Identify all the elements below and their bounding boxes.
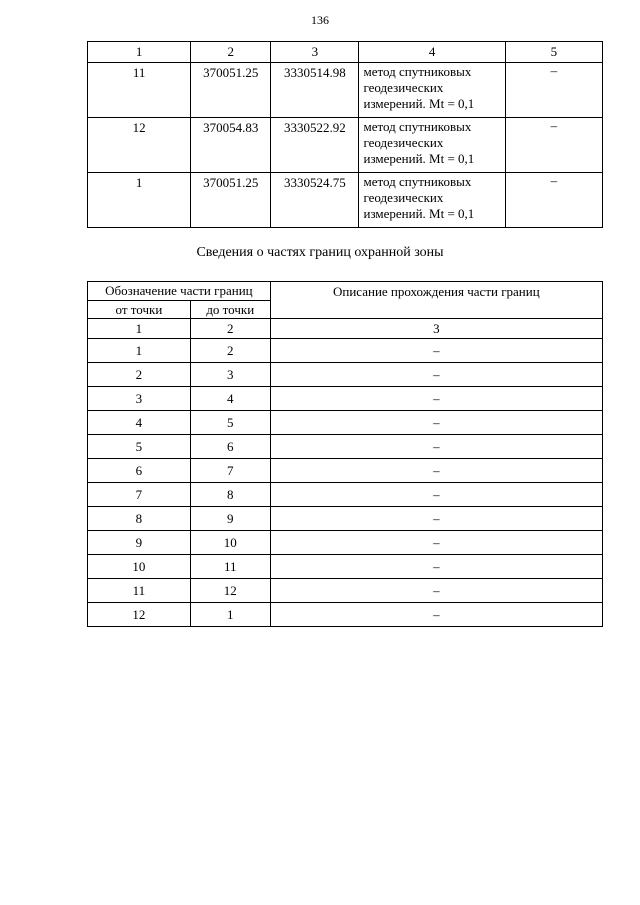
method-description (359, 63, 505, 118)
coordinate-y: 3330524.75 (271, 173, 359, 228)
description-cell: – (270, 387, 602, 411)
column-number: 4 (359, 42, 505, 63)
description-cell: – (270, 507, 602, 531)
from-point: 7 (88, 483, 191, 507)
description-cell: – (270, 555, 602, 579)
method-line: метод спутниковых (363, 119, 472, 134)
from-point: 6 (88, 459, 191, 483)
method-line: метод спутниковых (363, 64, 472, 79)
table-row (88, 483, 603, 507)
column-numbering-row (88, 319, 603, 339)
point-number: 1 (88, 173, 191, 228)
table-row (88, 173, 603, 228)
from-point: 12 (88, 603, 191, 627)
coordinate-x: 370051.25 (191, 63, 271, 118)
to-point: 2 (190, 339, 270, 363)
description-cell: – (270, 531, 602, 555)
method-line: измерений. Mt = 0,1 (363, 96, 475, 111)
from-point: 10 (88, 555, 191, 579)
coordinate-y: 3330522.92 (271, 118, 359, 173)
method-description (359, 118, 505, 173)
header-description: Описание прохождения части границ (270, 282, 602, 319)
point-number: 11 (88, 63, 191, 118)
header-from-point: от точки (88, 301, 191, 319)
to-point: 3 (190, 363, 270, 387)
table-row (88, 411, 603, 435)
boundary-parts-table (87, 281, 603, 627)
description-cell: – (270, 411, 602, 435)
from-point: 4 (88, 411, 191, 435)
table-row (88, 63, 603, 118)
to-point: 1 (190, 603, 270, 627)
table-row (88, 507, 603, 531)
description-cell: – (270, 459, 602, 483)
coordinate-y: 3330514.98 (271, 63, 359, 118)
table-header-row (88, 42, 603, 63)
table-row (88, 459, 603, 483)
header-boundary-part: Обозначение части границ (88, 282, 271, 301)
description-cell: – (270, 363, 602, 387)
description-cell: – (270, 483, 602, 507)
to-point: 8 (190, 483, 270, 507)
to-point: 4 (190, 387, 270, 411)
coordinate-x: 370051.25 (191, 173, 271, 228)
note-cell: – (505, 173, 602, 228)
table-row (88, 118, 603, 173)
table-row (88, 363, 603, 387)
method-line: геодезических (363, 190, 444, 205)
section-title: Сведения о частях границ охранной зоны (196, 245, 444, 260)
description-cell: – (270, 435, 602, 459)
to-point: 11 (190, 555, 270, 579)
table-row (88, 387, 603, 411)
table-row (88, 531, 603, 555)
method-line: геодезических (363, 80, 444, 95)
to-point: 6 (190, 435, 270, 459)
column-number: 5 (505, 42, 602, 63)
from-point: 2 (88, 363, 191, 387)
description-cell: – (270, 603, 602, 627)
column-number: 2 (191, 42, 271, 63)
header-to-point: до точки (190, 301, 270, 319)
table-row (88, 555, 603, 579)
note-cell: – (505, 118, 602, 173)
from-point: 3 (88, 387, 191, 411)
method-line: измерений. Mt = 0,1 (363, 206, 475, 221)
description-cell: – (270, 339, 602, 363)
to-point: 7 (190, 459, 270, 483)
table-row (88, 435, 603, 459)
column-number: 3 (271, 42, 359, 63)
coordinates-table (87, 41, 603, 228)
method-line: метод спутниковых (363, 174, 472, 189)
description-cell: – (270, 579, 602, 603)
point-number: 12 (88, 118, 191, 173)
column-number: 1 (88, 319, 191, 339)
to-point: 9 (190, 507, 270, 531)
from-point: 1 (88, 339, 191, 363)
to-point: 12 (190, 579, 270, 603)
method-line: измерений. Mt = 0,1 (363, 151, 475, 166)
coordinate-x: 370054.83 (191, 118, 271, 173)
from-point: 5 (88, 435, 191, 459)
table-row (88, 603, 603, 627)
method-description (359, 173, 505, 228)
table-header-row (88, 282, 603, 301)
column-number: 2 (190, 319, 270, 339)
to-point: 5 (190, 411, 270, 435)
page-number: 136 (311, 13, 329, 27)
column-number: 1 (88, 42, 191, 63)
table-row (88, 579, 603, 603)
to-point: 10 (190, 531, 270, 555)
note-cell: – (505, 63, 602, 118)
from-point: 8 (88, 507, 191, 531)
method-line: геодезических (363, 135, 444, 150)
column-number: 3 (270, 319, 602, 339)
from-point: 11 (88, 579, 191, 603)
table-row (88, 339, 603, 363)
from-point: 9 (88, 531, 191, 555)
